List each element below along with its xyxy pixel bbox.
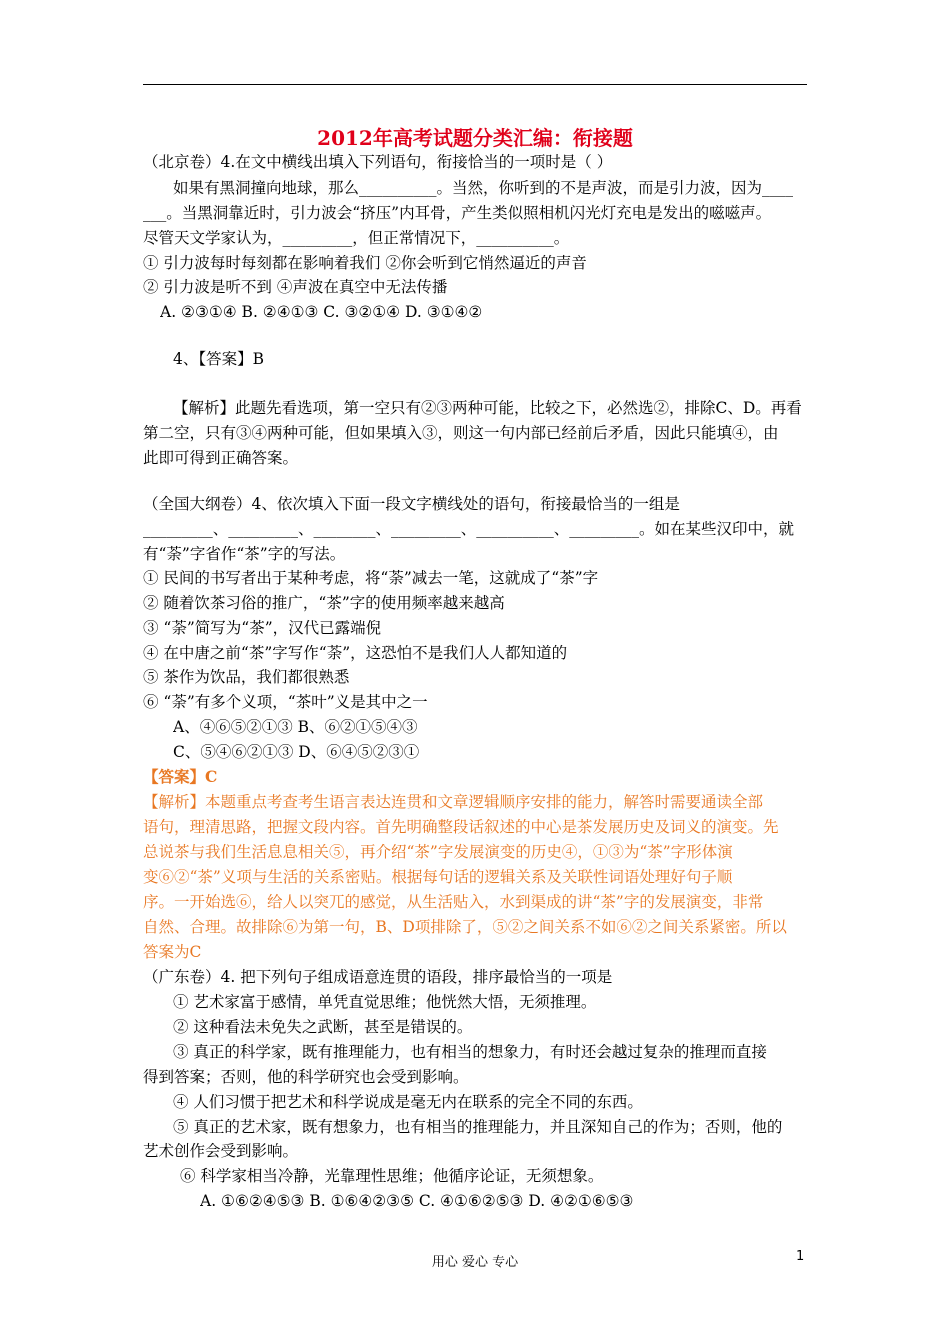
national-analysis-line: 总说茶与我们生活息息相关⑤，再介绍“茶”字发展演变的历史④，①③为“茶”字形体演 [143, 843, 733, 861]
national-item: ④ 在中唐之前“茶”字写作“荼”，这恐怕不是我们人人都知道的 [143, 644, 568, 662]
national-item: ⑥ “荼”有多个义项，“茶叶”义是其中之一 [143, 693, 428, 711]
guangdong-question: （广东卷）4. 把下列句子组成语意连贯的语段，排序最恰当的一项是 [143, 968, 613, 986]
guangdong-sentence-3: ③ 真正的科学家，既有推理能力，也有相当的想象力，有时还会越过复杂的推理而直接 [173, 1043, 767, 1061]
beijing-options-row-1: ① 引力波每时每刻都在影响着我们 ②你会听到它悄然逼近的声音 [143, 254, 587, 272]
national-passage-line-2: 有“荼”字省作“茶”字的写法。 [143, 545, 346, 563]
beijing-choices: A. ②③①④ B. ②④①③ C. ③②①④ D. ③①④② [160, 303, 483, 321]
guangdong-sentence-4: ④ 人们习惯于把艺术和科学说成是毫无内在联系的完全不同的东西。 [173, 1093, 643, 1111]
beijing-passage-line-1: 如果有黑洞撞向地球，那么__________。当然，你听到的不是声波，而是引力波，因为____ [173, 179, 794, 197]
national-item: ① 民间的书写者出于某种考虑，将“荼”减去一笔，这就成了“茶”字 [143, 569, 599, 587]
national-item: ⑤ 茶作为饮品，我们都很熟悉 [143, 668, 350, 686]
page-footer: 用心 爱心 专心 [431, 1255, 519, 1270]
national-question: （全国大纲卷）4、依次填入下面一段文字横线处的语句，衔接最恰当的一组是 [143, 495, 680, 513]
guangdong-sentence-2: ② 这种看法未免失之武断，甚至是错误的。 [173, 1018, 473, 1036]
national-analysis-line: 变⑥②“茶”义项与生活的关系密贴。根据每句话的逻辑关系及关联性词语处理好句子顺 [143, 868, 733, 886]
national-choices-row-1: A、④⑥⑤②①③ B、⑥②①⑤④③ [173, 718, 418, 736]
national-choices-row-2: C、⑤④⑥②①③ D、⑥④⑤②③① [173, 743, 420, 761]
national-item: ③ “荼”简写为“茶”，汉代已露端倪 [143, 619, 382, 637]
page-number: 1 [796, 1249, 805, 1264]
national-answer: 【答案】C [143, 767, 218, 786]
header-rule [143, 84, 807, 85]
beijing-answer: 4、【答案】B [173, 350, 265, 368]
national-analysis-line: 【解析】本题重点考查考生语言表达连贯和文章逻辑顺序安排的能力，解答时需要通读全部 [143, 793, 764, 811]
national-passage-line-1: _________、_________、________、_________、__________、_________。如在某些汉印中，就 [143, 520, 795, 538]
guangdong-sentence-3-cont: 得到答案；否则，他的科学研究也会受到影响。 [143, 1068, 469, 1086]
beijing-analysis-line-1: 【解析】此题先看选项，第一空只有②③两种可能，比较之下，必然选②，排除C、D。再看 [173, 399, 802, 417]
page-title: 2012年高考试题分类汇编：衔接题 [317, 126, 633, 150]
national-item: ② 随着饮茶习俗的推广，“茶”字的使用频率越来越高 [143, 594, 505, 612]
beijing-passage-line-2: ___。当黑洞靠近时，引力波会“挤压”内耳骨，产生类似照相机闪光灯充电是发出的嗞嗞声。 [143, 204, 772, 222]
beijing-passage-line-3: 尽管天文学家认为，_________，但正常情况下，__________。 [143, 229, 570, 247]
beijing-options-row-2: ② 引力波是听不到 ④声波在真空中无法传播 [143, 278, 448, 296]
guangdong-choices: A. ①⑥②④⑤③ B. ①⑥④②③⑤ C. ④①⑥②⑤③ D. ④②①⑥⑤③ [200, 1192, 634, 1210]
guangdong-sentence-6: ⑥ 科学家相当冷静，光靠理性思维；他循序论证，无须想象。 [180, 1167, 604, 1185]
beijing-analysis-line-2: 第二空，只有③④两种可能，但如果填入③，则这一句内部已经前后矛盾，因此只能填④，由 [143, 424, 779, 442]
guangdong-sentence-5: ⑤ 真正的艺术家，既有想象力，也有相当的推理能力，并且深知自己的作为；否则，他的 [173, 1118, 783, 1136]
national-analysis-line: 自然、合理。故排除⑥为第一句，B、D项排除了，⑤②之间关系不如⑥②之间关系紧密。所以 [143, 918, 787, 936]
national-analysis-line: 答案为C [143, 943, 202, 961]
guangdong-sentence-1: ① 艺术家富于感情，单凭直觉思维；他恍然大悟，无须推理。 [173, 993, 597, 1011]
beijing-analysis-line-3: 此即可得到正确答案。 [143, 449, 299, 467]
beijing-question: （北京卷）4.在文中横线出填入下列语句，衔接恰当的一项时是（ ） [143, 153, 613, 171]
guangdong-sentence-5-cont: 艺术创作会受到影响。 [143, 1142, 299, 1160]
national-analysis-line: 语句，理清思路，把握文段内容。首先明确整段话叙述的中心是茶发展历史及词义的演变。先 [143, 818, 779, 836]
national-analysis-line: 序。一开始选⑥，给人以突兀的感觉，从生活贴入，水到渠成的讲“茶”字的发展演变，非常 [143, 893, 764, 911]
